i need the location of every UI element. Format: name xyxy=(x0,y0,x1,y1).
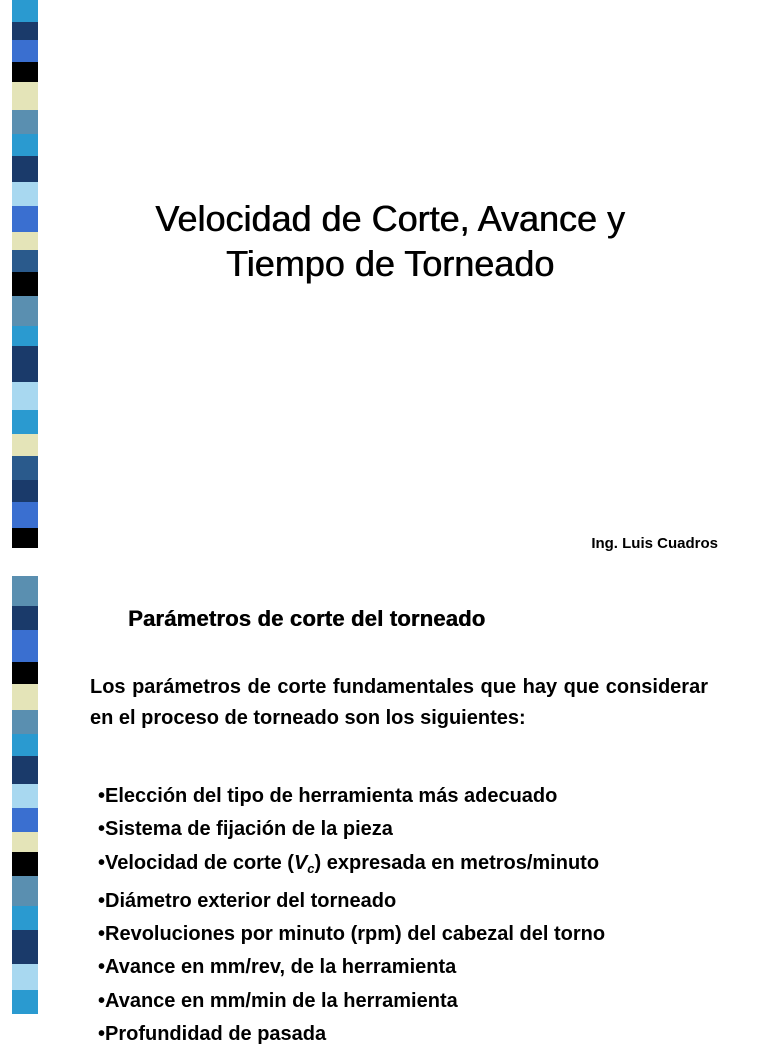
list-item xyxy=(98,847,605,885)
list-item: •Diámetro exterior del torneado xyxy=(98,889,397,912)
list-item: •Elección del tipo de herramienta más adecuado xyxy=(98,785,558,807)
decorative-stripe xyxy=(12,0,38,576)
title-line-2: Tiempo de Torneado xyxy=(225,243,555,284)
list-item: •Avance en mm/rev, de la herramienta xyxy=(98,956,457,979)
intro-paragraph: Los parámetros de corte fundamentales que hay que considerar en el proceso de torneado son los siguientes: xyxy=(90,676,708,729)
cutting-speed-symbol xyxy=(294,852,315,874)
symbol-letter: V xyxy=(293,851,308,874)
parameters-list xyxy=(98,780,605,1051)
list-item: •Avance en mm/min de la herramienta xyxy=(98,989,458,1012)
list-item: •Sistema de fijación de la pieza xyxy=(98,818,393,841)
list-item-text: •Velocidad de corte ( xyxy=(98,851,294,874)
symbol-subscript: c xyxy=(307,860,315,876)
list-item: •Revoluciones por minuto (rpm) del cabezal del torno xyxy=(98,923,606,946)
slide-title xyxy=(70,196,710,286)
section-heading: Parámetros de corte del torneado xyxy=(128,606,486,631)
decorative-stripe xyxy=(12,576,38,1024)
list-item-text: ) expresada en metros/minuto xyxy=(314,851,600,874)
author-name: Ing. Luis Cuadros xyxy=(591,535,718,552)
list-item: •Profundidad de pasada xyxy=(98,1023,327,1046)
content-slide xyxy=(0,576,768,1046)
title-line-1: Velocidad de Corte, Avance y xyxy=(155,198,625,239)
